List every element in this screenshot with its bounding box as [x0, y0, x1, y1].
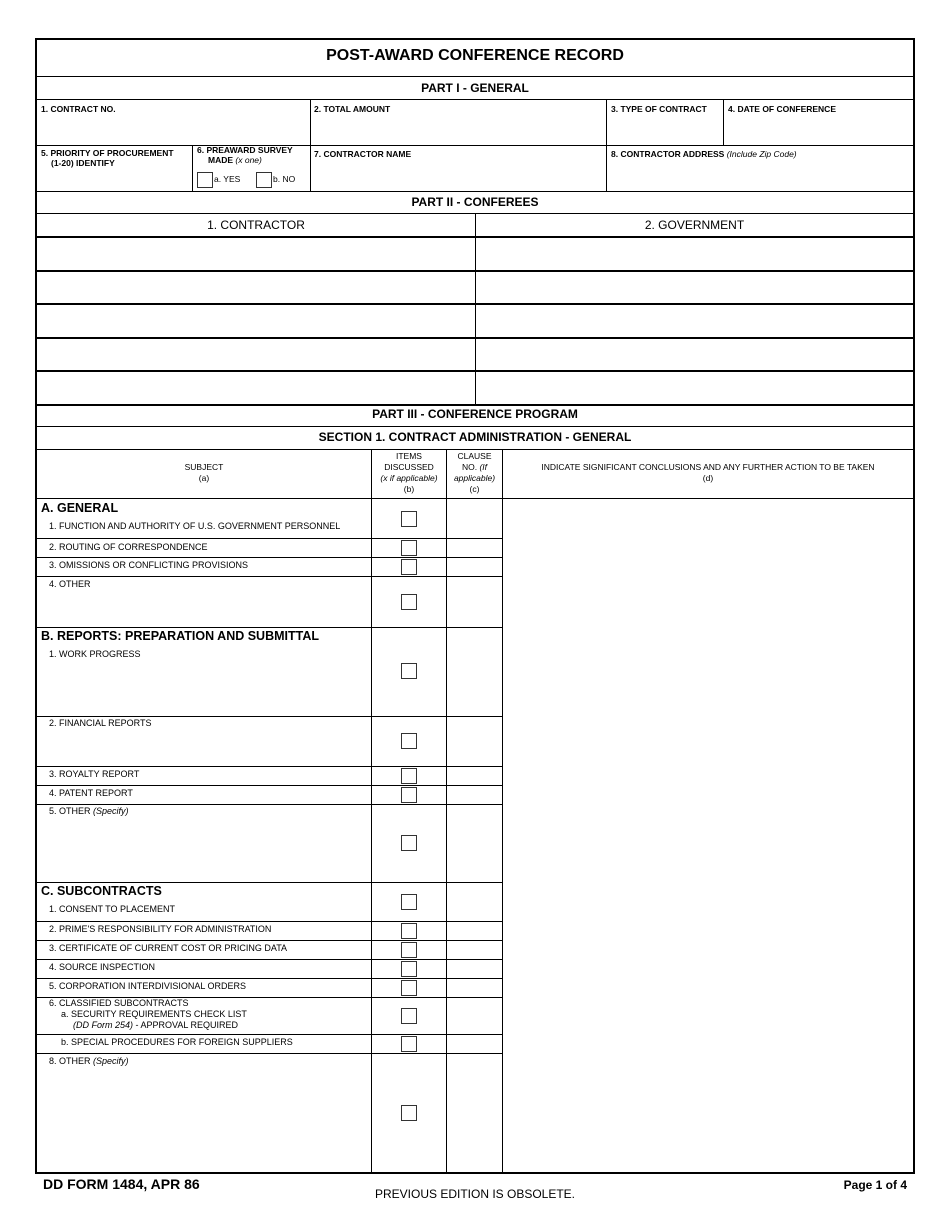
item-c2: 2. PRIME'S RESPONSIBILITY FOR ADMINISTRATION [49, 924, 272, 934]
subject-column-header: SUBJECT (a) [184, 462, 224, 483]
section1-heading: SECTION 1. CONTRACT ADMINISTRATION - GENERAL [318, 430, 632, 444]
total-amount-field[interactable] [313, 118, 603, 142]
item-c6b: b. SPECIAL PROCEDURES FOR FOREIGN SUPPLIERS [61, 1037, 293, 1047]
contractor-conferee-1[interactable] [40, 240, 472, 268]
conferees-government-header: 2. GOVERNMENT [644, 218, 745, 232]
government-conferee-2[interactable] [478, 274, 910, 301]
government-conferee-1[interactable] [478, 240, 910, 268]
item-a3-checkbox[interactable] [401, 559, 417, 575]
contractor-name-label: 7. CONTRACTOR NAME [314, 149, 412, 159]
item-a1: 1. FUNCTION AND AUTHORITY OF U.S. GOVERNMENT PERSONNEL [49, 521, 341, 531]
conferees-contractor-header: 1. CONTRACTOR [207, 218, 305, 232]
priority-label: 5. PRIORITY OF PROCUREMENT (1-20) IDENTIFY [41, 148, 174, 168]
page-number: Page 1 of 4 [843, 1178, 907, 1192]
type-of-contract-label: 3. TYPE OF CONTRACT [611, 104, 707, 114]
preaward-label: 6. PREAWARD SURVEY MADE (x one) [197, 145, 293, 165]
item-b5: 5. OTHER (Specify) [49, 806, 129, 816]
item-a2: 2. ROUTING OF CORRESPONDENCE [49, 542, 208, 552]
item-c8: 8. OTHER (Specify) [49, 1056, 129, 1066]
government-conferee-5[interactable] [478, 374, 910, 402]
contractor-name-field[interactable] [313, 162, 603, 188]
item-a4-checkbox[interactable] [401, 594, 417, 610]
contractor-conferee-3[interactable] [40, 307, 472, 335]
item-c4-checkbox[interactable] [401, 961, 417, 977]
clause-no-column-header: CLAUSE NO. (If applicable) (c) [453, 451, 496, 494]
item-c6b-checkbox[interactable] [401, 1036, 417, 1052]
contractor-conferee-5[interactable] [40, 374, 472, 402]
section-a-title: A. GENERAL [41, 501, 119, 515]
form-title: POST-AWARD CONFERENCE RECORD [326, 47, 624, 64]
item-c1: 1. CONSENT TO PLACEMENT [49, 904, 176, 914]
item-a4: 4. OTHER [49, 579, 91, 589]
item-b1: 1. WORK PROGRESS [49, 649, 141, 659]
item-c8-checkbox[interactable] [401, 1105, 417, 1121]
item-c6a-note: (DD Form 254) - APPROVAL REQUIRED [73, 1020, 239, 1030]
item-c6a-checkbox[interactable] [401, 1008, 417, 1024]
type-of-contract-field[interactable] [609, 118, 720, 142]
item-b3: 3. ROYALTY REPORT [49, 769, 140, 779]
item-c4: 4. SOURCE INSPECTION [49, 962, 156, 972]
priority-field[interactable] [40, 170, 188, 188]
conclusions-column-header: INDICATE SIGNIFICANT CONCLUSIONS AND ANY FURTHER ACTION TO BE TAKEN (d) [541, 462, 875, 483]
form-number: DD FORM 1484, APR 86 [43, 1176, 200, 1192]
item-c2-checkbox[interactable] [401, 923, 417, 939]
obsolete-notice: PREVIOUS EDITION IS OBSOLETE. [374, 1187, 576, 1201]
item-b5-checkbox[interactable] [401, 835, 417, 851]
item-b2-checkbox[interactable] [401, 733, 417, 749]
items-discussed-column-header: ITEMS DISCUSSED (x if applicable) (b) [380, 451, 438, 494]
item-c6a: a. SECURITY REQUIREMENTS CHECK LIST [61, 1009, 247, 1019]
date-of-conference-label: 4. DATE OF CONFERENCE [728, 104, 836, 114]
item-b2: 2. FINANCIAL REPORTS [49, 718, 152, 728]
item-b1-checkbox[interactable] [401, 663, 417, 679]
item-c1-checkbox[interactable] [401, 894, 417, 910]
item-c3: 3. CERTIFICATE OF CURRENT COST OR PRICING DATA [49, 943, 288, 953]
contractor-conferee-4[interactable] [40, 341, 472, 368]
government-conferee-4[interactable] [478, 341, 910, 368]
item-c6: 6. CLASSIFIED SUBCONTRACTS [49, 998, 189, 1008]
item-b3-checkbox[interactable] [401, 768, 417, 784]
item-a2-checkbox[interactable] [401, 540, 417, 556]
section-c-title: C. SUBCONTRACTS [41, 884, 162, 898]
conclusions-field[interactable] [506, 502, 910, 1168]
part2-heading: PART II - CONFEREES [411, 195, 539, 209]
section-b-title: B. REPORTS: PREPARATION AND SUBMITTAL [41, 629, 320, 643]
date-of-conference-field[interactable] [726, 118, 910, 142]
preaward-no-checkbox[interactable] [256, 172, 272, 188]
government-conferee-3[interactable] [478, 307, 910, 335]
contractor-address-label: 8. CONTRACTOR ADDRESS (Include Zip Code) [611, 149, 797, 159]
item-c5-checkbox[interactable] [401, 980, 417, 996]
item-a1-checkbox[interactable] [401, 511, 417, 527]
item-b4-checkbox[interactable] [401, 787, 417, 803]
contractor-conferee-2[interactable] [40, 274, 472, 301]
item-b4: 4. PATENT REPORT [49, 788, 133, 798]
part1-heading: PART I - GENERAL [421, 81, 529, 95]
contractor-address-field[interactable] [609, 162, 910, 188]
total-amount-label: 2. TOTAL AMOUNT [314, 104, 391, 114]
contract-no-field[interactable] [40, 118, 306, 142]
item-c5: 5. CORPORATION INTERDIVISIONAL ORDERS [49, 981, 247, 991]
preaward-yes-label: a. YES [214, 174, 241, 184]
part3-heading: PART III - CONFERENCE PROGRAM [372, 407, 578, 421]
preaward-no-label: b. NO [273, 174, 296, 184]
item-a3: 3. OMISSIONS OR CONFLICTING PROVISIONS [49, 560, 249, 570]
item-c3-checkbox[interactable] [401, 942, 417, 958]
contract-no-label: 1. CONTRACT NO. [41, 104, 116, 114]
preaward-yes-checkbox[interactable] [197, 172, 213, 188]
